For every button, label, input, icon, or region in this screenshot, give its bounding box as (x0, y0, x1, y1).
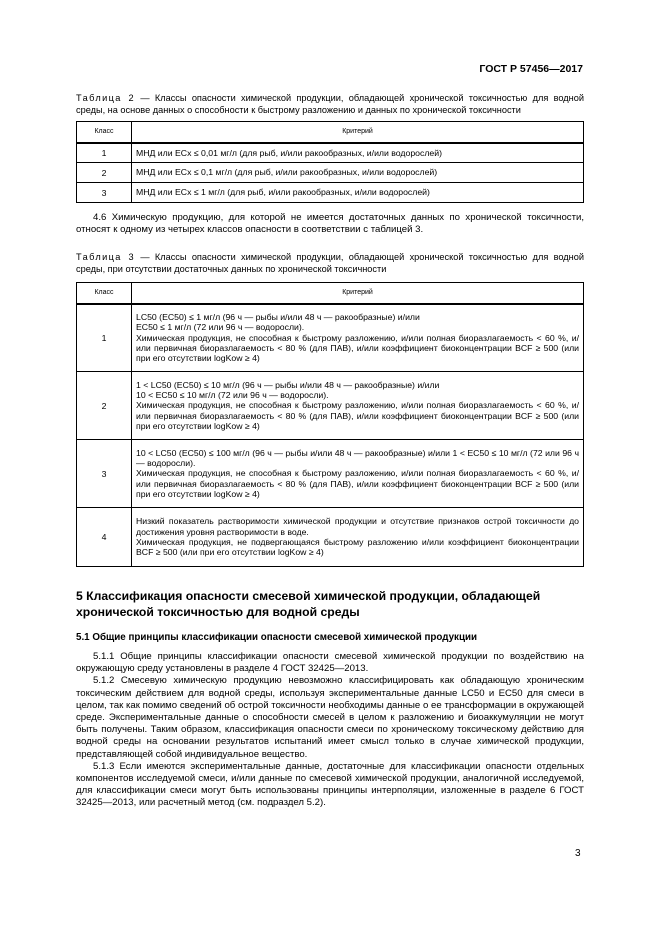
table3-cell-class: 3 (77, 440, 132, 508)
criterion-line: 10 < LC50 (EC50) ≤ 100 мг/л (96 ч — рыбы и/или 48 ч — ракообразные) и/или 1 < EC50 ≤ 10 мг/л (72 или 96 ч — водоросли). (136, 447, 579, 469)
paragraph-4-6-text: 4.6 Химическую продукцию, для которой не имеется достаточных данных по хронической токсичности, относят к одному из четырех классов опасности в соответствии с таблицей 3. (76, 212, 584, 236)
criterion-line: Химическая продукция, не способная к быстрому разложению, и/или полная биоразлагаемость < 60 %, и/или первичная биоразлагаемость < 80 % (для ПАВ), и/или коэффициент биоконцентрации BCF ≥ 500 (или при его отсутствии logKow ≥ 4) (136, 332, 579, 364)
table2-cell-criterion: МНД или ECx ≤ 0,1 мг/л (для рыб, и/или ракообразных, и/или водорослей) (132, 163, 584, 183)
table3-col-criterion: Критерий (132, 283, 584, 304)
table3 (76, 282, 584, 567)
table3-cell-class: 1 (77, 304, 132, 372)
table2-col-criterion: Критерий (132, 122, 584, 143)
table2-cell-criterion: МНД или ECx ≤ 0,01 мг/л (для рыб, и/или ракообразных, и/или водорослей) (132, 143, 584, 163)
table2 (76, 121, 584, 203)
paragraph-5-1-2: 5.1.2 Смесевую химическую продукцию невозможно классифицировать как обладающую хроническим токсическим действием для водной среды, используя экспериментальные данные LC50 и EC50 для смеси в целом, так как помимо сведений об острой токсичности необходимы данные о ее трансформации в окружающей среде. Экспериментальные данные о способности смесей в целом к разложению и биоаккумуляции не могут быть получены. Таким образом, классификация опасности смеси по хроническому токсическому действию для водной среды на основании результатов испытаний имеет смысл только в случае химической продукции, представляющей собой индивидуальное вещество. (76, 675, 584, 760)
criterion-line: EC50 ≤ 1 мг/л (72 или 96 ч — водоросли). (136, 322, 305, 333)
table3-cell-criterion (132, 304, 584, 372)
section-5-title: 5 Классификация опасности смесевой химической продукции, обладающей хронической токсичностью для водной среды (76, 589, 541, 619)
table2-col-class: Класс (77, 122, 132, 143)
paragraph-5-1-3: 5.1.3 Если имеются экспериментальные данные, достаточные для классификации опасности отдельных компонентов исследуемой смеси, и/или данные по смесевой химической продукции, аналогичной исследуемой, для классификации смеси могут быть использованы принципы интерполяции, изложенные в разделе 6 ГОСТ 32425—2013, или расчетный метод (см. подраздел 5.2). (76, 760, 584, 809)
table2-cell-class: 1 (77, 143, 132, 163)
document-code: ГОСТ Р 57456—2017 (479, 63, 583, 75)
table3-caption (76, 252, 584, 275)
criterion-line: Химическая продукция, не способная к быстрому разложению, и/или полная биоразлагаемость < 60 %, и/или первичная биоразлагаемость < 80 % (для ПАВ), и/или коэффициент биоконцентрации BCF ≥ 500 (или при его отсутствии logKow ≥ 4) (136, 468, 579, 499)
criterion-line: LC50 (EC50) ≤ 1 мг/л (96 ч — рыбы и/или 48 ч — ракообразные) и/или (136, 312, 420, 322)
table2-caption (76, 93, 584, 116)
table2-caption-label: Таблица 2 (76, 93, 136, 103)
table3-cell-criterion (132, 508, 584, 567)
table3-cell-criterion (132, 440, 584, 508)
criterion-line: Химическая продукция, не способная к быстрому разложению, и/или полная биоразлагаемость < 60 %, и/или первичная биоразлагаемость < 80 % (для ПАВ), и/или коэффициент биоконцентрации BCF ≥ 500 (или при его отсутствии logKow ≥ 4) (136, 400, 579, 431)
criterion-line: 10 < EC50 ≤ 10 мг/л (72 или 96 ч — водоросли). (136, 390, 329, 401)
table3-caption-label: Таблица 3 (76, 252, 136, 262)
table3-cell-class: 4 (77, 508, 132, 567)
page-number: 3 (575, 848, 581, 859)
table2-cell-criterion: МНД или ECx ≤ 1 мг/л (для рыб, и/или ракообразных, и/или водорослей) (132, 183, 584, 203)
paragraph-4-6 (76, 212, 584, 236)
table2-caption-text: — Классы опасности химической продукции, обладающей хронической токсичностью для водной среды, на основе данных о способности к быстрому разложению и данных по хронической токсичности (76, 93, 584, 115)
criterion-line: Низкий показатель растворимости химической продукции и отсутствие признаков острой токсичности до достижения уровня растворимости в воде. (136, 516, 579, 537)
table2-cell-class: 2 (77, 163, 132, 183)
criterion-line: 1 < LC50 (EC50) ≤ 10 мг/л (96 ч — рыбы и/или 48 ч — ракообразные) и/или (136, 379, 440, 390)
section-5-body (76, 651, 584, 810)
criterion-line: Химическая продукция, не подвергающаяся быстрому разложению и/или коэффициент биоконцентрации BCF ≥ 500 (или при его отсутствии logKow ≥ 4) (136, 537, 579, 558)
subsection-5-1-title: 5.1 Общие принципы классификации опасности смесевой химической продукции (76, 632, 478, 643)
paragraph-5-1-1: 5.1.1 Общие принципы классификации опасности смесевой химической продукции по воздействию на окружающую среду установлены в разделе 4 ГОСТ 32425—2013. (76, 651, 584, 675)
table3-col-class: Класс (77, 283, 132, 304)
table3-cell-criterion (132, 372, 584, 440)
table3-cell-class: 2 (77, 372, 132, 440)
table2-cell-class: 3 (77, 183, 132, 203)
table3-caption-text: — Классы опасности химической продукции, обладающей хронической токсичностью для водной среды, при отсутствии достаточных данных по хронической токсичности (76, 252, 584, 274)
